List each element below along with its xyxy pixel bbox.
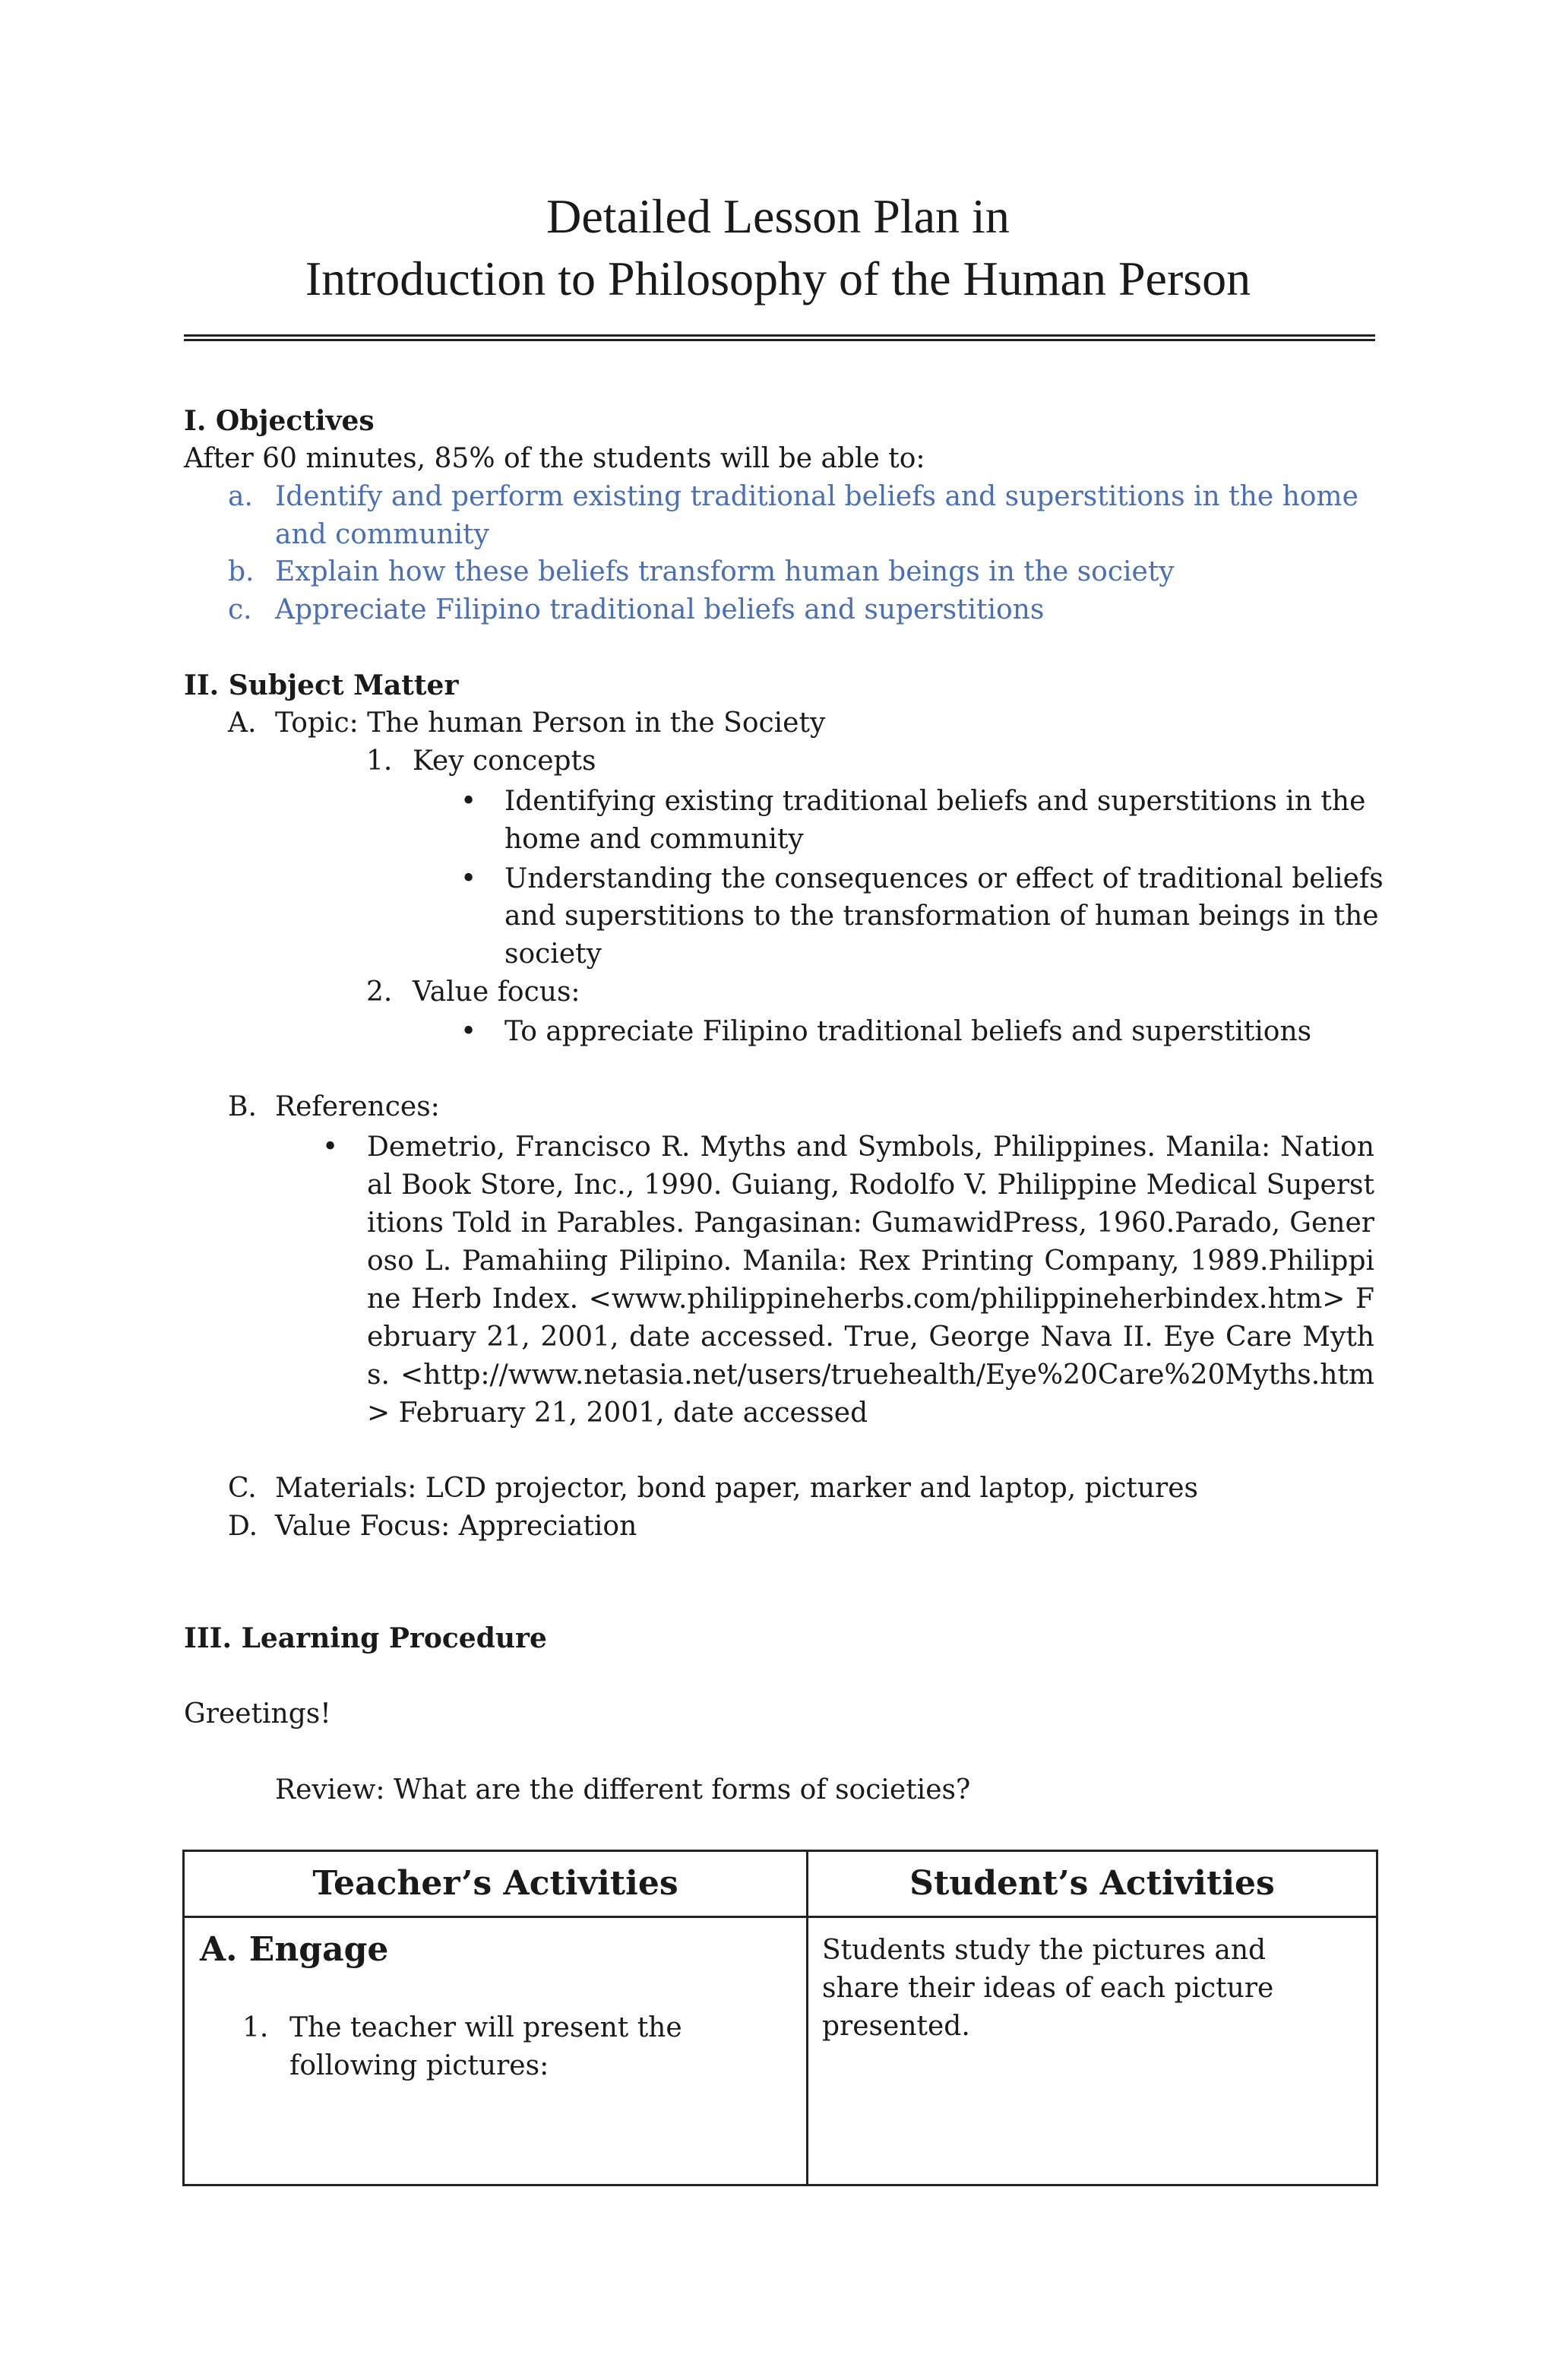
concept-1-line1: Identifying existing traditional beliefs and superstitions in the	[504, 786, 1366, 817]
key-concepts-label: Key concepts	[413, 745, 596, 777]
review-text: Review: What are the different forms of societies?	[275, 1774, 971, 1806]
objective-a-line2: and community	[275, 519, 489, 550]
value-focus-label: Value focus:	[413, 976, 580, 1008]
objectives-intro: After 60 minutes, 85% of the students will be able to:	[184, 443, 925, 474]
teacher-activities-cell	[184, 1917, 808, 2185]
objective-marker-c: c.	[228, 594, 252, 625]
materials-marker: C.	[228, 1473, 257, 1504]
references-marker: B.	[228, 1091, 257, 1122]
title-divider-bottom	[184, 339, 1375, 341]
objective-marker-b: b.	[228, 556, 255, 587]
value-focus-item: To appreciate Filipino traditional beliefs and superstitions	[504, 1016, 1312, 1047]
references-bullet	[322, 1128, 338, 1166]
teacher-item-line2: following pictures:	[289, 2050, 549, 2081]
objective-a-line1: Identify and perform existing traditional beliefs and superstitions in the home	[275, 481, 1358, 512]
engage-heading: A. Engage	[200, 1930, 389, 1969]
topic-text: Topic: The human Person in the Society	[275, 707, 826, 739]
objective-c-line1: Appreciate Filipino traditional beliefs and superstitions	[275, 594, 1045, 625]
title-line-2: Introduction to Philosophy of the Human Person	[305, 252, 1251, 305]
student-activities-header: Student’s Activities	[808, 1851, 1377, 1917]
concept-1-line2: home and community	[504, 824, 804, 855]
student-activities-cell	[808, 1917, 1377, 2185]
student-line2: share their ideas of each picture	[822, 1973, 1274, 2004]
concept-bullet-1	[460, 783, 476, 821]
objective-b-line1: Explain how these beliefs transform human beings in the society	[275, 556, 1175, 587]
key-concepts-marker: 1.	[366, 745, 393, 777]
title-divider-top	[184, 334, 1375, 337]
references-label: References:	[275, 1091, 440, 1122]
procedure-heading: III. Learning Procedure	[184, 1622, 547, 1654]
title-line-1: Detailed Lesson Plan in	[546, 189, 1010, 243]
references-text: Demetrio, Francisco R. Myths and Symbols, Philippines. Manila: National Book Store, Inc., 1990. Guiang, Rodolfo V. Philippine Medical Superstitions Told in Parables. Pangasinan: GumawidPress, 1960.Parado, Generoso L. Pamahiing Pilipino. Manila: Rex Printing Company, 1989.Philippine Herb Index. <www.philippineherbs.com/philippineherbindex.htm> February 21, 2001, date accessed. True, George Nava II. Eye Care Myths. <http://www.netasia.net/users/truehealth/Eye%20Care%20Myths.htm> February 21, 2001, date accessed	[367, 1131, 1374, 1429]
teacher-item-line1: The teacher will present the	[289, 2012, 682, 2043]
concept-2-line1: Understanding the consequences or effect of traditional beliefs	[504, 863, 1384, 894]
concept-2-line3: society	[504, 938, 602, 970]
topic-marker: A.	[228, 707, 257, 739]
value-focus-marker: 2.	[366, 976, 393, 1008]
teacher-item-marker: 1.	[242, 2012, 269, 2043]
concept-bullet-2	[460, 860, 476, 898]
teacher-activities-header: Teacher’s Activities	[184, 1851, 808, 1917]
greeting-text: Greetings!	[184, 1698, 331, 1730]
materials-text: Materials: LCD projector, bond paper, marker and laptop, pictures	[275, 1473, 1198, 1504]
objectives-heading: I. Objectives	[184, 405, 375, 437]
student-line3: presented.	[822, 2011, 970, 2042]
value-focus-bullet	[460, 1013, 476, 1051]
concept-2-line2: and superstitions to the transformation of human beings in the	[504, 900, 1379, 932]
student-line1: Students study the pictures and	[822, 1935, 1267, 1966]
objective-marker-a: a.	[228, 481, 253, 512]
value-focus2-text: Value Focus: Appreciation	[275, 1511, 637, 1542]
subject-matter-heading: II. Subject Matter	[184, 669, 459, 701]
activities-table	[182, 1850, 1378, 2186]
value-focus2-marker: D.	[228, 1511, 258, 1542]
